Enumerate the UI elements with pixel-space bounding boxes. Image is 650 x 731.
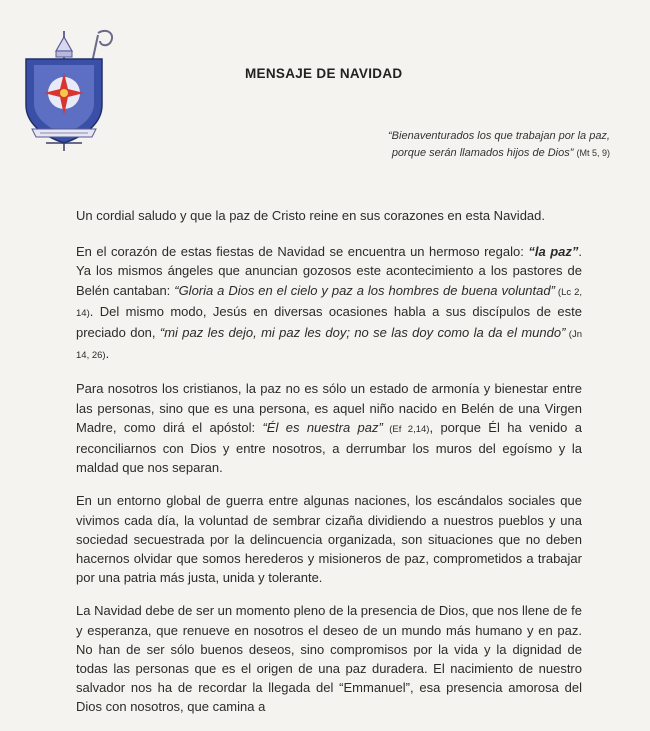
p1-text-1: En el corazón de estas fiestas de Navidad se encuentra un hermoso regalo: <box>76 244 529 260</box>
p1-text-2: . Ya los mismos ángeles que anuncian gozosos este acontecimiento a los pastores de Belén cantaban: <box>76 244 582 298</box>
p1-gift-quote: “la paz” <box>528 244 579 260</box>
p1-angels-quote: “Gloria a Dios en el cielo y paz a los hombres de buena voluntad” <box>174 282 555 298</box>
episcopal-crest-icon <box>12 25 124 155</box>
p2-reference: (Ef 2,14) <box>382 423 430 435</box>
greeting-paragraph: Un cordial saludo y que la paz de Cristo reine en sus corazones en esta Navidad. <box>76 208 545 223</box>
letter-body <box>76 206 582 731</box>
epigraph-line-1: “Bienaventurados los que trabajan por la paz, <box>388 130 610 142</box>
p2-text-2: , porque Él ha venido a reconciliarnos con Dios y entre nosotros, a derrumbar los muros del egoísmo y la maldad que nos separan. <box>76 419 582 476</box>
p1-text-3: . Del mismo modo, Jesús en diversas ocasiones habla a sus discípulos de este preciado don, <box>76 303 582 341</box>
p1-text-4: . <box>105 346 110 362</box>
paragraph-1 <box>76 242 582 365</box>
p1-jesus-quote: “mi paz les dejo, mi paz les doy; no se las doy como la da el mundo” <box>159 325 566 341</box>
p1-reference-2: (Jn 14, 26) <box>76 329 582 362</box>
paragraph-3: En un entorno global de guerra entre algunas naciones, los escándalos sociales que vivimos cada día, la voluntad de sembrar cizaña dividiendo a nuestros pueblos y una sociedad secuestrada por la delincuencia organizada, son situaciones que no deben hacernos olvidar que somos herederos y misioneros de paz, comprometidos a trabajar por una patria más justa, unida y tolerante. <box>76 493 582 586</box>
p2-apostle-quote: “Él es nuestra paz” <box>262 419 383 435</box>
p1-reference-1: (Lc 2, 14) <box>76 286 583 319</box>
epigraph <box>350 128 610 162</box>
epigraph-line-2-text: porque serán llamados hijos de Dios” <box>391 147 574 159</box>
document-title: MENSAJE DE NAVIDAD <box>245 66 403 81</box>
epigraph-reference: (Mt 5, 9) <box>576 148 610 158</box>
epigraph-line-2 <box>350 145 610 162</box>
paragraph-2 <box>76 379 582 477</box>
paragraph-4: La Navidad debe de ser un momento pleno de la presencia de Dios, que nos llene de fe y esperanza, que renueve en nosotros el deseo de un mundo más humano y en paz. No han de ser sólo buenos deseos, sino compromisos por la vida y la dignidad de todas las personas que es el origen de una paz duradera. El nacimiento de nuestro salvador nos ha de recordar la llegada del “Emmanuel”, esa presencia amorosa del Dios con nosotros, que camina a <box>76 603 582 715</box>
p2-text-1: Para nosotros los cristianos, la paz no es sólo un estado de armonía y bienestar entre las personas, sino que es una persona, es aquel niño nacido en Belén de una Virgen Madre, como dirá el apóstol: <box>76 381 582 435</box>
